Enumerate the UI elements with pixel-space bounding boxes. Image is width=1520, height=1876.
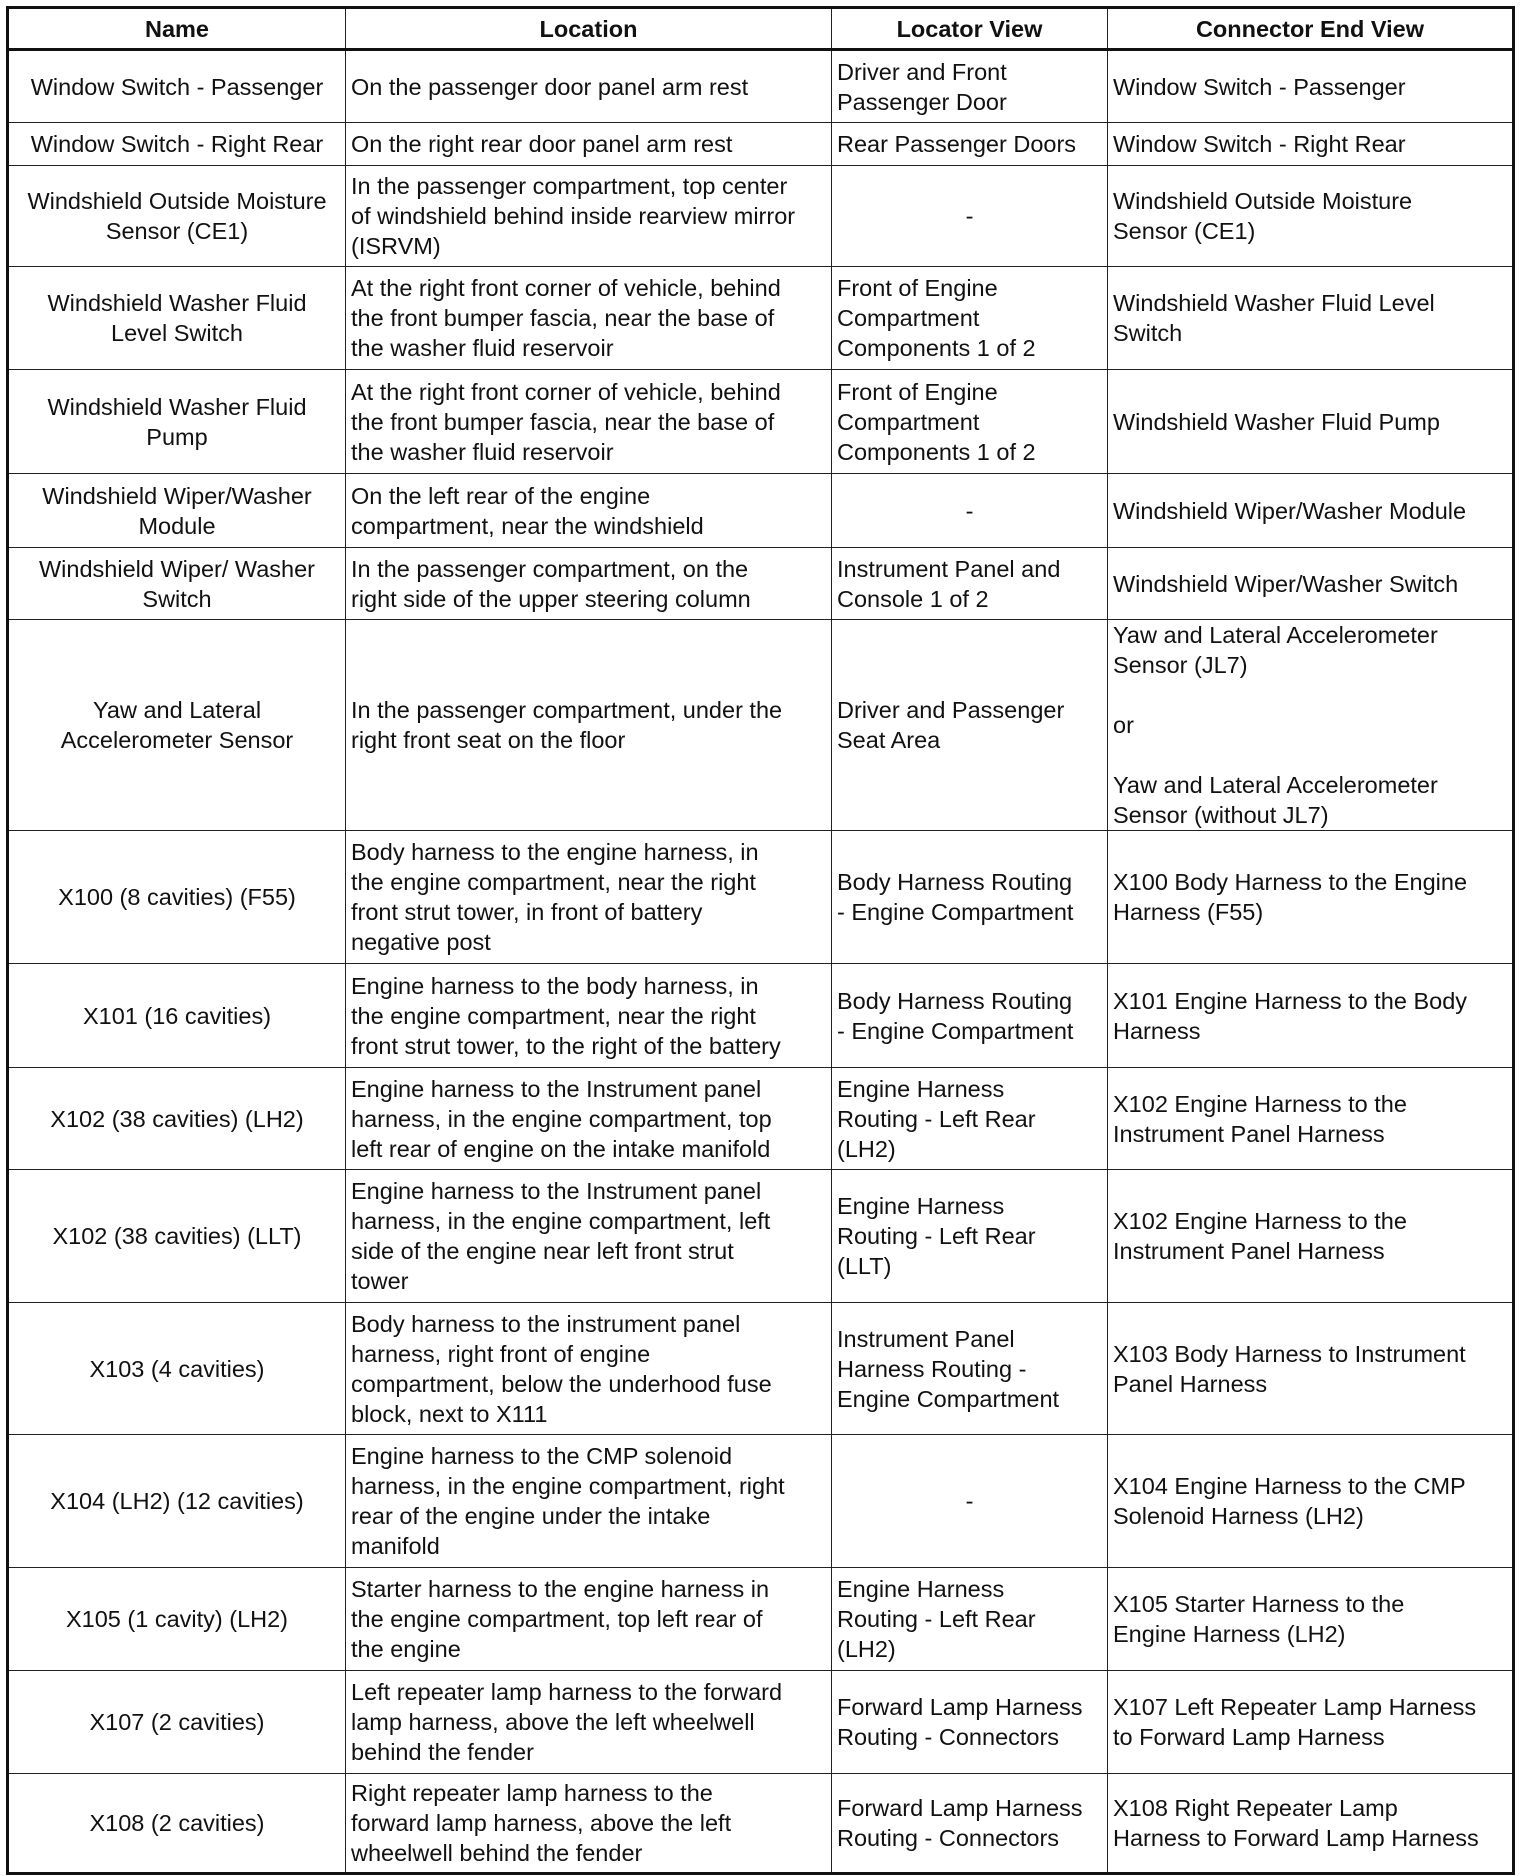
header-name: Name [8,8,346,50]
cell-connector-end-view: X100 Body Harness to the Engine Harness (F55) [1108,831,1514,964]
cell-locator-view: Rear Passenger Doors [832,123,1108,166]
cell-locator-view: Front of Engine Compartment Components 1 of 2 [832,370,1108,474]
cell-name: Windshield Washer Fluid Level Switch [8,267,346,370]
cell-location: At the right front corner of vehicle, behind the front bumper fascia, near the base of the washer fluid reservoir [346,370,832,474]
cell-name: X104 (LH2) (12 cavities) [8,1435,346,1568]
cell-name: X102 (38 cavities) (LLT) [8,1170,346,1303]
cell-locator-view: Body Harness Routing - Engine Compartment [832,831,1108,964]
cell-connector-end-view: Windshield Outside Moisture Sensor (CE1) [1108,166,1514,267]
cell-locator-view: - [832,1435,1108,1568]
table-row [8,1671,1514,1774]
cell-name: X102 (38 cavities) (LH2) [8,1068,346,1170]
cell-locator-view: Engine Harness Routing - Left Rear (LH2) [832,1068,1108,1170]
table-row [8,1774,1514,1874]
cell-location: Body harness to the instrument panel harness, right front of engine compartment, below the underhood fuse block, next to X111 [346,1303,832,1435]
cell-location: Left repeater lamp harness to the forward lamp harness, above the left wheelwell behind the fender [346,1671,832,1774]
cell-connector-end-view: X103 Body Harness to Instrument Panel Harness [1108,1303,1514,1435]
cell-name: Yaw and Lateral Accelerometer Sensor [8,620,346,831]
cell-connector-end-view: Windshield Washer Fluid Level Switch [1108,267,1514,370]
cell-location: Engine harness to the body harness, in the engine compartment, near the right front strut tower, to the right of the battery [346,964,832,1068]
cell-locator-view: Instrument Panel and Console 1 of 2 [832,548,1108,620]
cell-name: X105 (1 cavity) (LH2) [8,1568,346,1671]
cell-location: In the passenger compartment, on the right side of the upper steering column [346,548,832,620]
table-row [8,123,1514,166]
cell-connector-end-view: X108 Right Repeater Lamp Harness to Forward Lamp Harness [1108,1774,1514,1874]
cell-location: At the right front corner of vehicle, behind the front bumper fascia, near the base of the washer fluid reservoir [346,267,832,370]
header-connector-end-view: Connector End View [1108,8,1514,50]
table-row [8,1068,1514,1170]
header-locator-view: Locator View [832,8,1108,50]
cell-connector-end-view: Window Switch - Passenger [1108,50,1514,123]
table-row [8,1170,1514,1303]
cell-connector-end-view: X105 Starter Harness to the Engine Harness (LH2) [1108,1568,1514,1671]
cell-location: On the right rear door panel arm rest [346,123,832,166]
cell-locator-view: Body Harness Routing - Engine Compartment [832,964,1108,1068]
cell-connector-end-view: Window Switch - Right Rear [1108,123,1514,166]
cell-name: Window Switch - Right Rear [8,123,346,166]
cell-connector-end-view: Yaw and Lateral Accelerometer Sensor (JL7) or Yaw and Lateral Accelerometer Sensor (without JL7) [1108,620,1514,831]
table-row [8,267,1514,370]
header-row [8,8,1514,50]
cell-location: Engine harness to the Instrument panel harness, in the engine compartment, left side of the engine near left front strut tower [346,1170,832,1303]
table-row [8,620,1514,831]
cell-location: On the left rear of the engine compartment, near the windshield [346,474,832,548]
table-row [8,370,1514,474]
cell-name: Windshield Wiper/ Washer Switch [8,548,346,620]
cell-location: Right repeater lamp harness to the forward lamp harness, above the left wheelwell behind the fender [346,1774,832,1874]
cell-connector-end-view: X107 Left Repeater Lamp Harness to Forward Lamp Harness [1108,1671,1514,1774]
cell-location: In the passenger compartment, top center of windshield behind inside rearview mirror (ISRVM) [346,166,832,267]
header-location: Location [346,8,832,50]
cell-connector-end-view: X104 Engine Harness to the CMP Solenoid Harness (LH2) [1108,1435,1514,1568]
cell-connector-end-view: X102 Engine Harness to the Instrument Panel Harness [1108,1170,1514,1303]
cell-connector-end-view: X101 Engine Harness to the Body Harness [1108,964,1514,1068]
table-row [8,964,1514,1068]
cell-name: X108 (2 cavities) [8,1774,346,1874]
cell-name: Window Switch - Passenger [8,50,346,123]
cell-connector-end-view: Windshield Wiper/Washer Module [1108,474,1514,548]
cell-location: Starter harness to the engine harness in the engine compartment, top left rear of the engine [346,1568,832,1671]
cell-locator-view: Driver and Passenger Seat Area [832,620,1108,831]
cell-locator-view: Forward Lamp Harness Routing - Connectors [832,1671,1108,1774]
table-row [8,474,1514,548]
table-row [8,831,1514,964]
cell-location: Engine harness to the Instrument panel harness, in the engine compartment, top left rear of engine on the intake manifold [346,1068,832,1170]
cell-name: X107 (2 cavities) [8,1671,346,1774]
cell-location: In the passenger compartment, under the right front seat on the floor [346,620,832,831]
cell-locator-view: Engine Harness Routing - Left Rear (LLT) [832,1170,1108,1303]
cell-name: Windshield Outside Moisture Sensor (CE1) [8,166,346,267]
cell-locator-view: - [832,474,1108,548]
cell-name: Windshield Washer Fluid Pump [8,370,346,474]
cell-locator-view: Driver and Front Passenger Door [832,50,1108,123]
table-row [8,1303,1514,1435]
table-row [8,50,1514,123]
table-row [8,1568,1514,1671]
cell-locator-view: Engine Harness Routing - Left Rear (LH2) [832,1568,1108,1671]
cell-location: Body harness to the engine harness, in the engine compartment, near the right front strut tower, in front of battery negative post [346,831,832,964]
cell-connector-end-view: Windshield Washer Fluid Pump [1108,370,1514,474]
table-row [8,1435,1514,1568]
cell-name: X100 (8 cavities) (F55) [8,831,346,964]
table-row [8,166,1514,267]
cell-locator-view: Front of Engine Compartment Components 1 of 2 [832,267,1108,370]
cell-connector-end-view: Windshield Wiper/Washer Switch [1108,548,1514,620]
cell-name: X103 (4 cavities) [8,1303,346,1435]
cell-location: Engine harness to the CMP solenoid harness, in the engine compartment, right rear of the engine under the intake manifold [346,1435,832,1568]
cell-locator-view: Instrument Panel Harness Routing - Engine Compartment [832,1303,1108,1435]
table-row [8,548,1514,620]
cell-location: On the passenger door panel arm rest [346,50,832,123]
cell-name: X101 (16 cavities) [8,964,346,1068]
cell-locator-view: Forward Lamp Harness Routing - Connectors [832,1774,1108,1874]
cell-connector-end-view: X102 Engine Harness to the Instrument Panel Harness [1108,1068,1514,1170]
connector-location-table [6,6,1515,1875]
cell-name: Windshield Wiper/Washer Module [8,474,346,548]
cell-locator-view: - [832,166,1108,267]
